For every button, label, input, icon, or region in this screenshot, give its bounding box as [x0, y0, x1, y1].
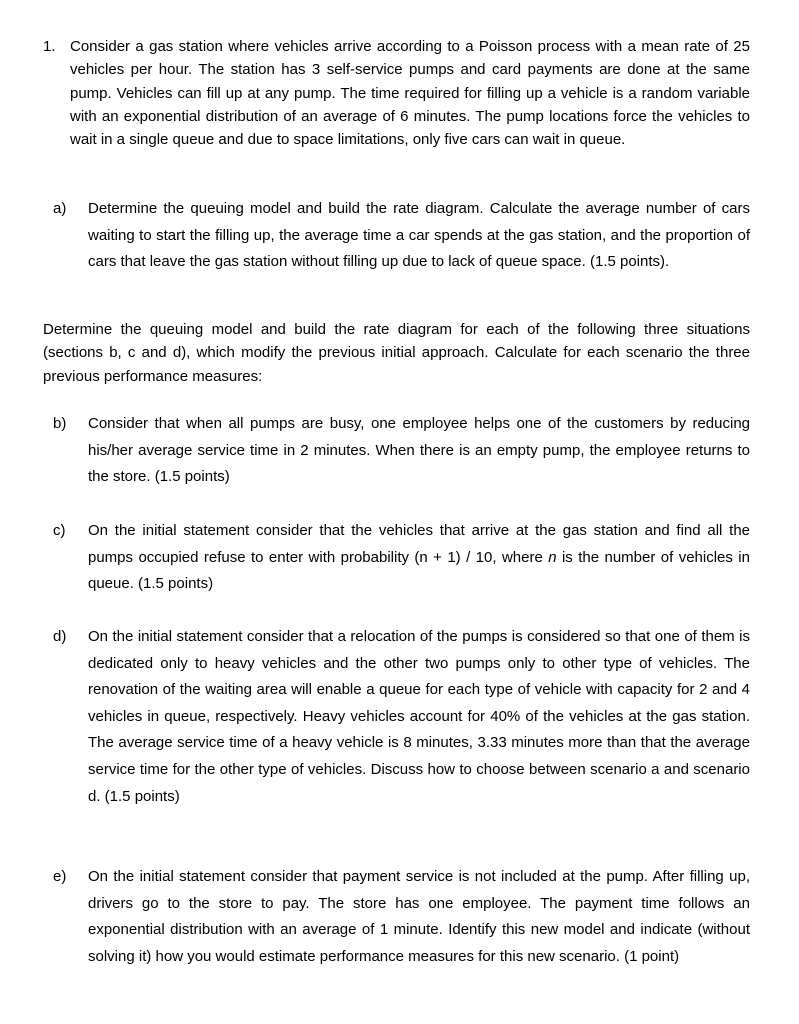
part-c-text: [88, 518, 750, 598]
question-statement: Consider a gas station where vehicles arrive according to a Poisson process with a mean rate of 25 vehicles per hour. The station has 3 self-service pumps and card payments are done at the same pump. Vehicles can fill up at any pump. The time required for filling up a vehicle is a random variable with an exponential distribution of an average of 6 minutes. The pump locations force the vehicles to wait in a single queue and due to space limitations, only five cars can wait in queue.: [70, 38, 750, 149]
part-d-label: d): [53, 628, 67, 645]
part-b-text: Consider that when all pumps are busy, one employee helps one of the customers by reducing his/her average service time in 2 minutes. When there is an empty pump, the employee returns to the store. (1.5 points): [88, 415, 750, 486]
part-a-text: Determine the queuing model and build the rate diagram. Calculate the average number of cars waiting to start the filling up, the average time a car spends at the gas station, and the proportion of cars that leave the gas station without filling up due to lack of queue space. (1.5 points).: [88, 200, 750, 271]
intro-paragraph: Determine the queuing model and build the rate diagram for each of the following three situations (sections b, c and d), which modify the previous initial approach. Calculate for each scenario the three previous performance measures:: [43, 321, 750, 385]
part-c-text-after: is the number of vehicles in queue. (1.5 points): [88, 548, 750, 593]
part-e-text: On the initial statement consider that payment service is not included at the pump. After filling up, drivers go to the store to pay. The store has one employee. The payment time follows an exponential distribution with an average of 1 minute. Identify this new model and indicate (without solving it) how you would estimate performance measures for this new scenario. (1 point): [88, 868, 750, 965]
part-c-variable-n: n: [548, 548, 557, 566]
part-b-label: b): [53, 415, 67, 432]
part-a-label: a): [53, 200, 67, 217]
part-e-label: e): [53, 868, 67, 885]
part-c-text-before: On the initial statement consider that the vehicles that arrive at the gas station and find all the pumps occupied refuse to enter with probability (n + 1) / 10, where: [88, 522, 750, 566]
question-number: 1.: [43, 38, 56, 55]
part-c-label: c): [53, 522, 66, 539]
part-d-text: On the initial statement consider that a relocation of the pumps is considered so that one of them is dedicated only to heavy vehicles and the other two pumps only to other type of vehicles. The renovation of the waiting area will enable a queue for each type of vehicle with capacity for 2 and 4 vehicles in queue, respectively. Heavy vehicles account for 40% of the vehicles at the gas station. The average service time of a heavy vehicle is 8 minutes, 3.33 minutes more than that the average service time for the other type of vehicles. Discuss how to choose between scenario a and scenario d. (1.5 points): [88, 628, 750, 805]
